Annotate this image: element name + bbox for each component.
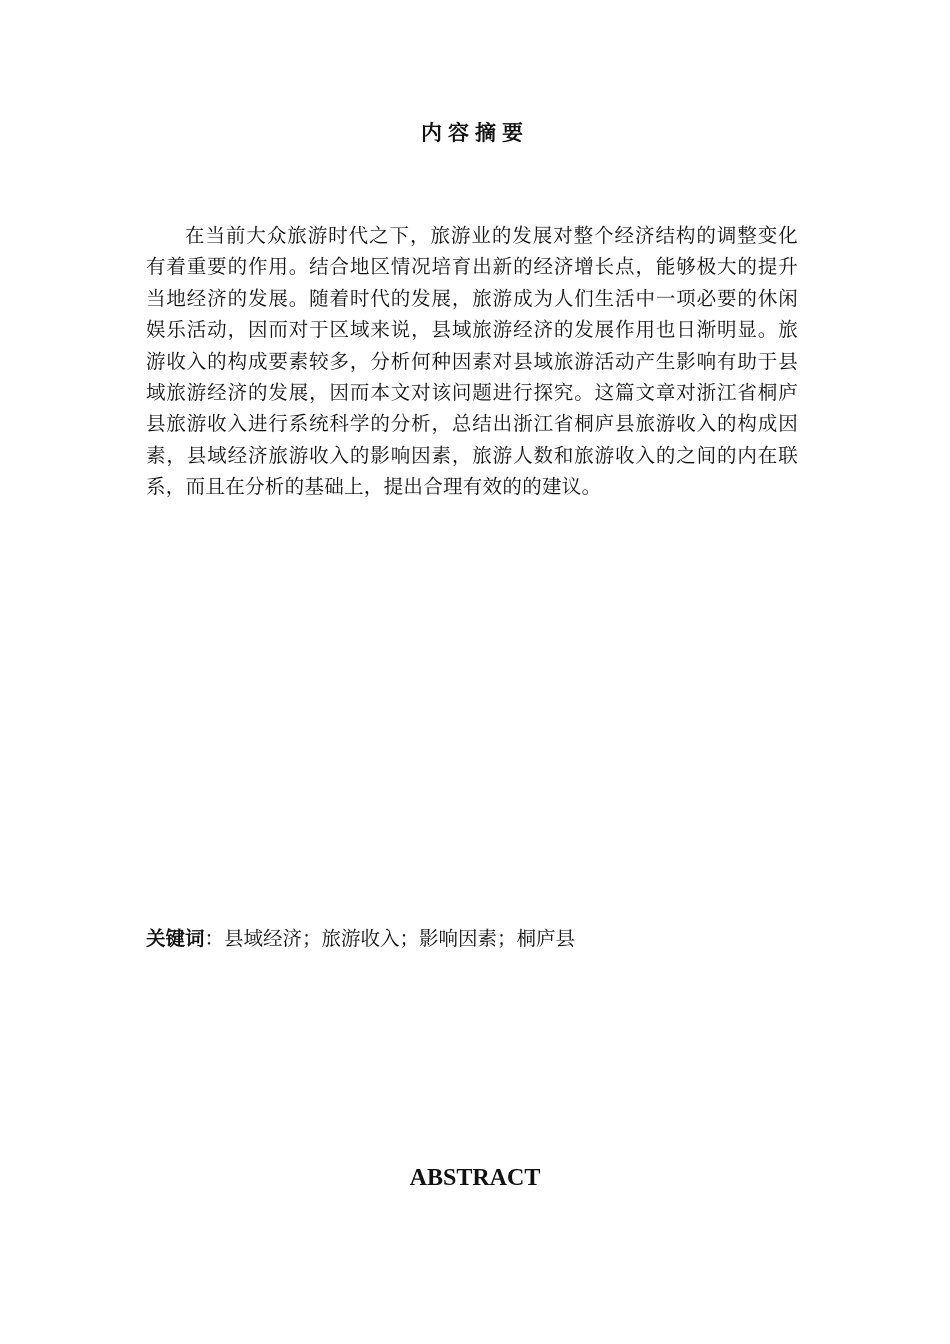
keywords-colon: ： [204, 927, 225, 950]
keywords-label: 关键词 [146, 927, 205, 950]
abstract-title-english: ABSTRACT [409, 1165, 541, 1191]
abstract-title-chinese: 内容摘要 [421, 121, 529, 145]
keywords-line [146, 924, 806, 954]
keywords-value: 县域经济；旅游收入；影响因素；桐庐县 [224, 927, 576, 950]
abstract-body-paragraph: 在当前大众旅游时代之下，旅游业的发展对整个经济结构的调整变化有着重要的作用。结合地区情况培育出新的经济增长点，能够极大的提升当地经济的发展。随着时代的发展，旅游成为人们生活中一项必要的休闲娱乐活动，因而对于区域来说，县域旅游经济的发展作用也日渐明显。旅游收入的构成要素较多，分析何种因素对县域旅游活动产生影响有助于县域旅游经济的发展，因而本文对该问题进行探究。这篇文章对浙江省桐庐县旅游收入进行系统科学的分析，总结出浙江省桐庐县旅游收入的构成因素，县域经济旅游收入的影响因素，旅游人数和旅游收入的之间的内在联系，而且在分析的基础上，提出合理有效的的建议。 [146, 224, 798, 499]
